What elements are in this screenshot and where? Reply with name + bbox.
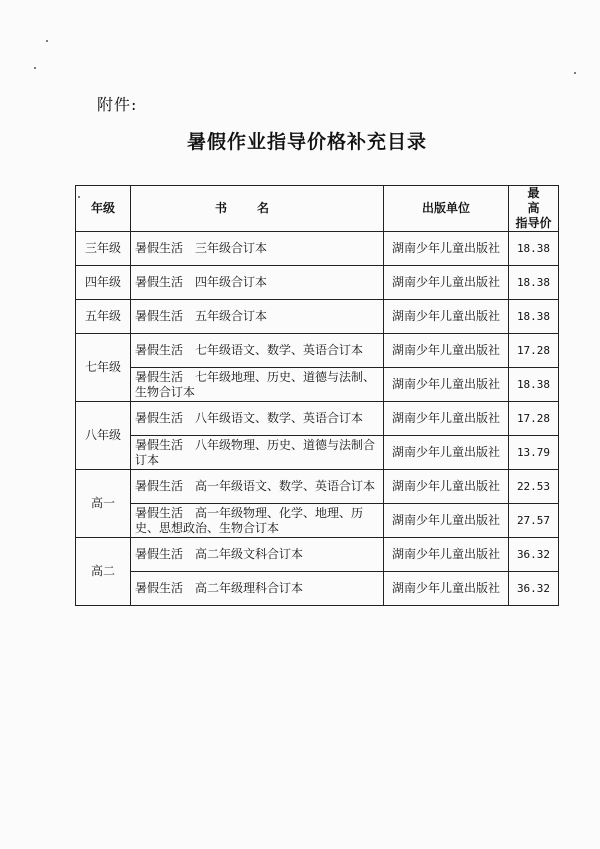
grade-cell: 高一 [76,470,131,538]
document-title: 暑假作业指导价格补充目录 [186,131,427,153]
price-cell: 13.79 [509,436,559,470]
price-cell: 22.53 [509,470,559,504]
publisher-cell: 湖南少年儿童出版社 [384,436,509,470]
grade-cell: 八年级 [76,402,131,470]
price-cell: 27.57 [509,504,559,538]
book-cell: 暑假生活 三年级合订本 [131,232,384,266]
header-price-line2: 指导价 [515,216,552,230]
book-cell: 暑假生活 四年级合订本 [131,266,384,300]
book-cell: 暑假生活 七年级语文、数学、英语合订本 [131,334,384,368]
grade-cell: 七年级 [76,334,131,402]
table-row [76,470,559,504]
header-publisher: 出版单位 [384,186,509,232]
publisher-cell: 湖南少年儿童出版社 [384,300,509,334]
scan-speck [46,40,48,42]
price-cell: 17.28 [509,402,559,436]
publisher-cell: 湖南少年儿童出版社 [384,402,509,436]
grade-cell: 三年级 [76,232,131,266]
table-row [76,538,559,572]
header-book: 书名 [131,186,384,232]
book-cell: 暑假生活 高二年级文科合订本 [131,538,384,572]
table-row [76,402,559,436]
price-cell: 18.38 [509,266,559,300]
table-row [76,266,559,300]
book-cell: 暑假生活 五年级合订本 [131,300,384,334]
grade-cell: 五年级 [76,300,131,334]
publisher-cell: 湖南少年儿童出版社 [384,470,509,504]
publisher-cell: 湖南少年儿童出版社 [384,572,509,606]
book-cell: 暑假生活 八年级语文、数学、英语合订本 [131,402,384,436]
book-cell: 暑假生活 高一年级语文、数学、英语合订本 [131,470,384,504]
price-cell: 18.38 [509,368,559,402]
scan-speck [34,67,36,69]
publisher-cell: 湖南少年儿童出版社 [384,538,509,572]
price-cell: 36.32 [509,538,559,572]
grade-cell: 高二 [76,538,131,606]
price-cell: 17.28 [509,334,559,368]
table-row [76,232,559,266]
grade-cell: 四年级 [76,266,131,300]
book-cell: 暑假生活 七年级地理、历史、道德与法制、生物合订本 [131,368,384,402]
header-price-line1: 最高 [527,186,550,215]
scan-speck [78,196,80,198]
table-row [76,300,559,334]
publisher-cell: 湖南少年儿童出版社 [384,232,509,266]
table-row [76,504,559,538]
table-row [76,334,559,368]
price-catalog-table [75,185,559,606]
book-cell: 暑假生活 八年级物理、历史、道德与法制合订本 [131,436,384,470]
table-row [76,368,559,402]
table-header-row [76,186,559,232]
book-cell: 暑假生活 高一年级物理、化学、地理、历史、思想政治、生物合订本 [131,504,384,538]
publisher-cell: 湖南少年儿童出版社 [384,266,509,300]
price-cell: 18.38 [509,232,559,266]
table-row [76,572,559,606]
header-price [509,186,559,232]
price-cell: 18.38 [509,300,559,334]
publisher-cell: 湖南少年儿童出版社 [384,504,509,538]
attachment-label: 附件: [97,95,138,114]
book-cell: 暑假生活 高二年级理科合订本 [131,572,384,606]
table-row [76,436,559,470]
publisher-cell: 湖南少年儿童出版社 [384,368,509,402]
publisher-cell: 湖南少年儿童出版社 [384,334,509,368]
price-cell: 36.32 [509,572,559,606]
header-grade: 年级 [76,186,131,232]
scan-speck [574,72,576,74]
